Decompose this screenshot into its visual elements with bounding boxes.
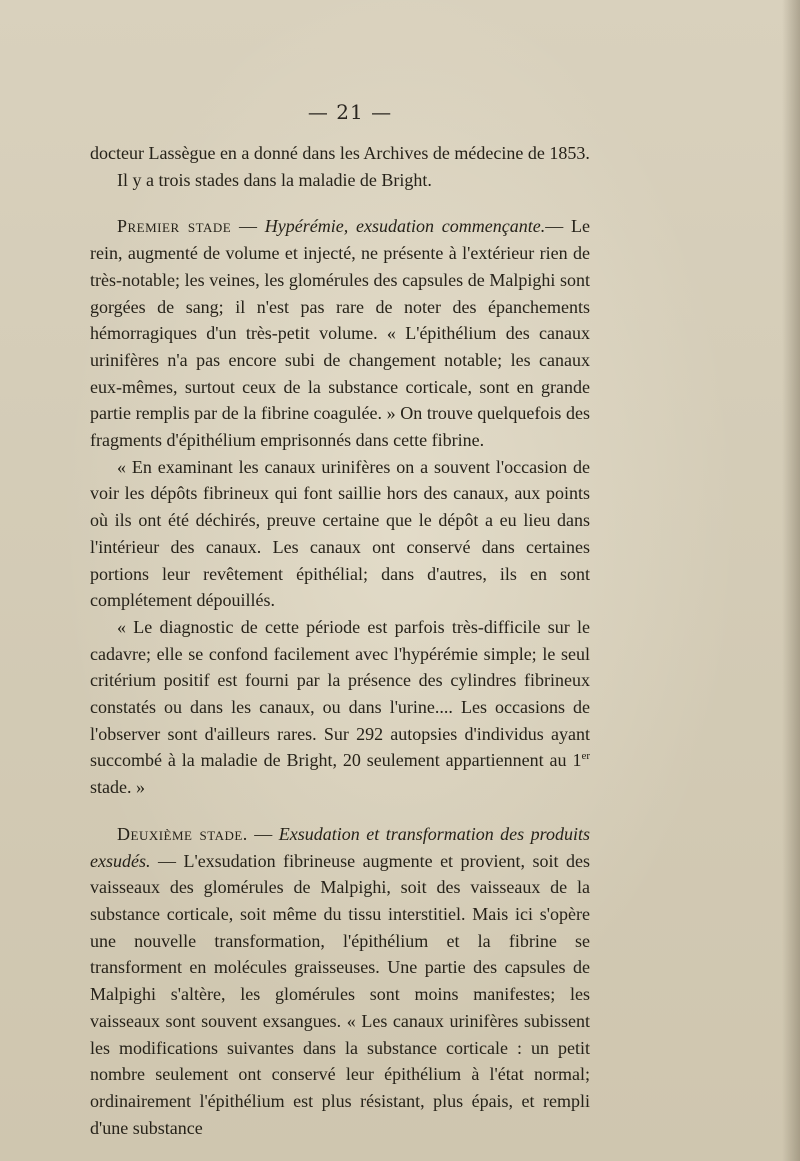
section-subtitle-premier-stade: Hypérémie, exsudation commençante. bbox=[264, 216, 546, 237]
paragraph-premier-stade bbox=[90, 213, 590, 453]
paragraph-end: stade. » bbox=[90, 777, 145, 798]
paragraph-1: docteur Lassègue en a donné dans les Archives de médecine de 1853. bbox=[90, 143, 590, 163]
paragraph-deuxieme-stade bbox=[90, 821, 590, 1141]
paragraph-text: — Le rein, augmenté de volume et injecté, ne présente à l'extérieur rien de très-notable; les veines, les glomérules des capsules de Malpighi sont gorgées de sang; il n'est pas rare de noter des épanchements hémorragiques d'un très-petit volume. « L'épithélium des canaux urinifères n'a pas encore subi de changement notable; les canaux eux-mêmes, surtout ceux de la substance corticale, sont en grande partie remplis par de la fibrine coagulée. » On trouve quelquefois des fragments d'épithélium emprisonnés dans cette fibrine. bbox=[90, 216, 591, 451]
body-text bbox=[90, 140, 590, 1141]
section-heading-deuxieme-stade: Deuxième stade. bbox=[117, 823, 248, 844]
paragraph-diagnostic bbox=[90, 614, 590, 801]
paragraph-text: « Le diagnostic de cette période est parfois très-difficile sur le cadavre; elle se confond facilement avec l'hypérémie simple; le seul critérium positif est fourni par la présence des cylindres fibrineux constatés ou dans les canaux, ou dans l'urine.... Les occasions de l'observer sont d'ailleurs rares. Sur 292 autopsies d'individus ayant succombé à la maladie de Bright, 20 seulement appartiennent au 1 bbox=[90, 616, 590, 771]
paragraph-text: — L'exsudation fibrineuse augmente et provient, soit des vaisseaux des glomérules de Malpighi, soit des vaisseaux de la substance corticale, soit même du tissu interstitiel. Mais ici s'opère une nouvelle transformation, l'épithélium et la fibrine se transforment en molécules graisseuses. Une partie des capsules de Malpighi s'altère, les glomérules sont moins manifestes; les vaisseaux sont souvent exsangues. « Les canaux urinifères subissent les modifications suivantes dans la substance corticale : un petit nombre seulement ont conservé leur épithélium à l'état normal; ordinairement l'épithélium est plus résistant, plus épais, et rempli d'une substance bbox=[90, 850, 590, 1138]
section-heading-premier-stade: Premier stade bbox=[117, 216, 232, 237]
heading-dash: — bbox=[231, 216, 265, 237]
section-subtitle-deuxieme-stade: Exsudation et transformation des produits exsudés. bbox=[90, 823, 590, 871]
page-edge-shadow bbox=[782, 0, 800, 1161]
paragraph-2: Il y a trois stades dans la maladie de Bright. bbox=[117, 169, 432, 190]
superscript: er bbox=[581, 750, 590, 763]
paragraph-examinant: « En examinant les canaux urinifères on a souvent l'occasion de voir les dépôts fibrineux qui font saillie hors des canaux, aux points où ils ont été déchirés, preuve certaine que le dépôt a eu lieu dans l'intérieur des canaux. Les canaux ont conservé dans certaines portions leur revêtement épithélial; dans d'autres, ils en sont complétement dépouillés. bbox=[90, 456, 590, 611]
heading-dash: — bbox=[247, 823, 279, 844]
page-number: — 21 — bbox=[307, 100, 393, 124]
